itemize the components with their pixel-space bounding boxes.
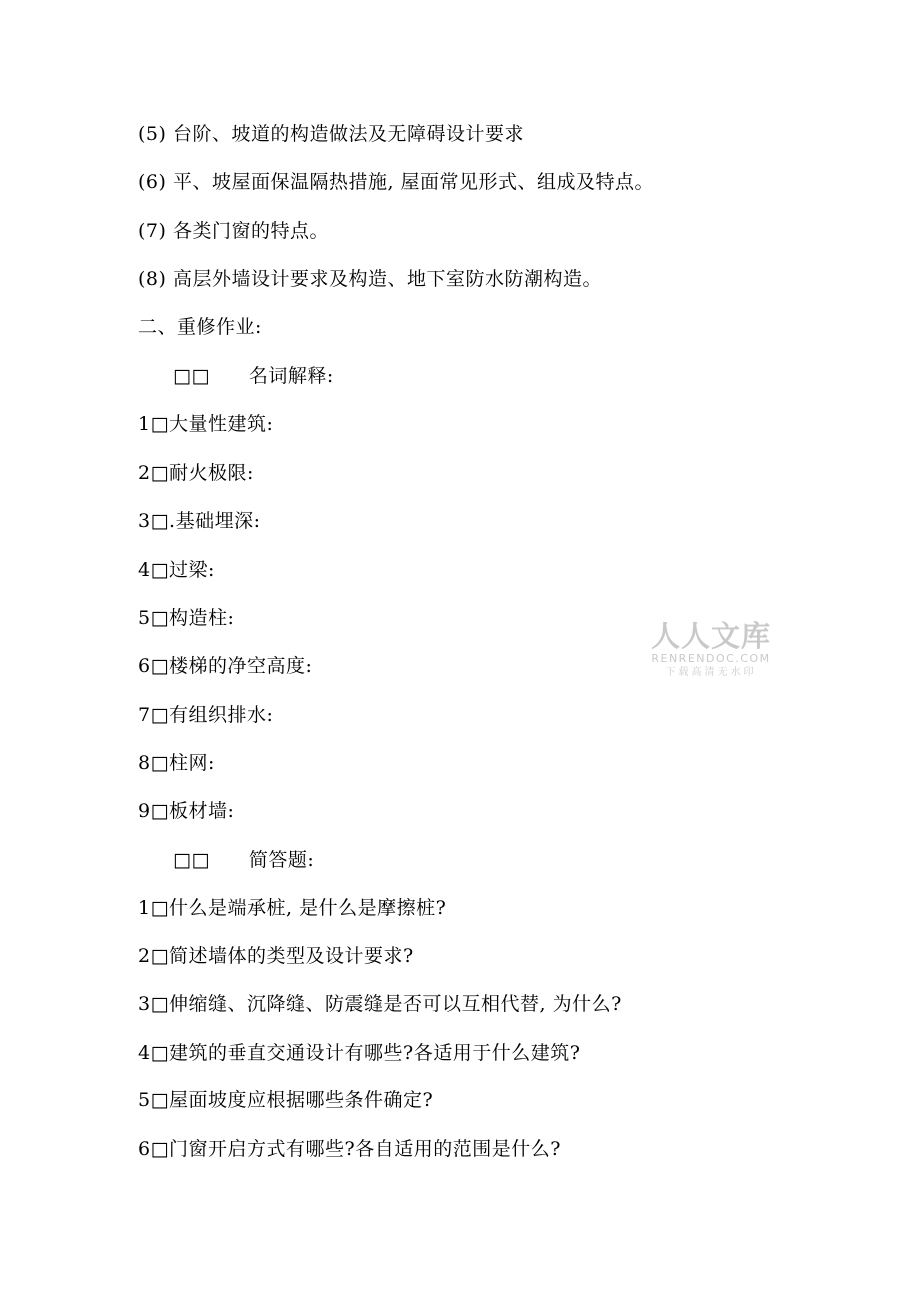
term-item-7: 7□有组织排水: <box>138 704 274 726</box>
watermark-logo <box>646 620 776 680</box>
question-item-1: 1□什么是端承桩, 是什么是摩擦桩? <box>138 897 447 919</box>
subsection-heading-terms: □□ 名词解释: <box>173 365 334 387</box>
term-item-8: 8□柱网: <box>138 752 215 774</box>
text-line-item-6: (6) 平、坡屋面保温隔热措施, 屋面常见形式、组成及特点。 <box>138 171 655 193</box>
question-item-6: 6□门窗开启方式有哪些?各自适用的范围是什么? <box>138 1138 561 1160</box>
watermark-domain: RENRENDOC.COM <box>651 652 771 665</box>
question-item-2: 2□简述墙体的类型及设计要求? <box>138 945 414 967</box>
text-line-item-7: (7) 各类门窗的特点。 <box>138 220 329 242</box>
term-item-2: 2□耐火极限: <box>138 462 254 484</box>
term-item-4: 4□过梁: <box>138 559 215 581</box>
question-item-4: 4□建筑的垂直交通设计有哪些?各适用于什么建筑? <box>138 1042 581 1064</box>
term-item-1: 1□大量性建筑: <box>138 413 274 435</box>
question-item-3: 3□伸缩缝、沉降缝、防震缝是否可以互相代替, 为什么? <box>138 993 622 1015</box>
term-item-6: 6□楼梯的净空高度: <box>138 655 313 677</box>
text-line-item-5: (5) 台阶、坡道的构造做法及无障碍设计要求 <box>138 123 524 145</box>
watermark-title: 人人文库 <box>650 619 771 653</box>
term-item-5: 5□构造柱: <box>138 607 235 629</box>
text-line-item-8: (8) 高层外墙设计要求及构造、地下室防水防潮构造。 <box>138 268 602 290</box>
watermark-subtitle: 下载高清无水印 <box>665 667 757 678</box>
section-heading-homework: 二、重修作业: <box>138 316 262 338</box>
subsection-heading-short-answer: □□ 简答题: <box>173 849 315 871</box>
term-item-3: 3□.基础埋深: <box>138 510 261 532</box>
question-item-5: 5□屋面坡度应根据哪些条件确定? <box>138 1089 434 1111</box>
term-item-9: 9□板材墙: <box>138 800 235 822</box>
